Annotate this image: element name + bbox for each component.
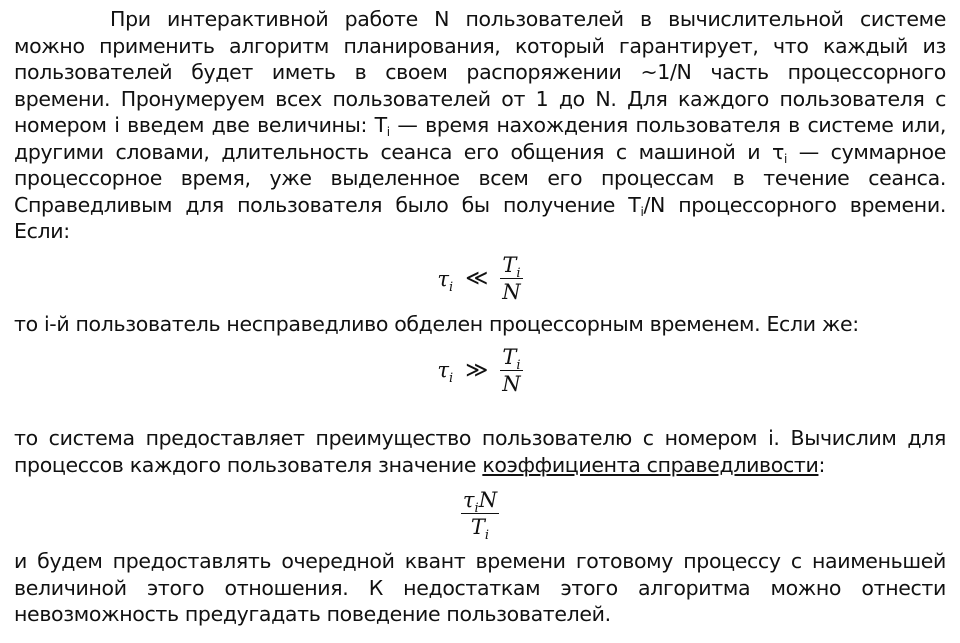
advantage-colon: : [818,452,826,477]
fraction-tau-n-over-t [461,487,499,543]
subscript-i: i [386,125,390,139]
paragraph-deprived: то i-й пользователь несправедливо обделен процессорным временем. Если же: [14,311,859,336]
tau-symbol: τ [437,358,450,382]
intro-text-1: При интерактивной работе N пользователей в вычислительной системе можно применить алгоритм планирования, который гарантирует, что каждый из пользователей будет иметь в своем распоряжении ~1/N часть процессорного времени. Пронумеруем всех пользователей от 1 до N. Для каждого пользователя с номером i введем две величины: T [14,7,946,137]
much-greater-operator: ≫ [465,357,489,383]
subscript-i: i [784,151,787,166]
tau-symbol: τ [437,266,450,291]
lhs-subscript: i [449,371,454,386]
fraction-denominator: N [502,280,521,304]
intro-text-3: — суммарное процессорное время, уже выделенное всем его процессам в течение сеанса. Справедливым для пользователя было бы получение T [14,139,946,217]
spacer [14,401,946,425]
subscript-i: i [640,204,644,219]
intro-text-4: /N процессорного времени. Если: [14,192,946,243]
numerator-subscript: i [516,357,521,373]
paragraph-conclusion: и будем предоставлять очередной квант времени готовому процессу с наименьшей величиной этого отношения. К недостаткам этого алгоритма можно отнести невозможность предугадать поведение пользователей. [14,549,946,626]
fraction-ti-over-n [500,252,522,305]
tau-symbol: τ [462,487,475,512]
t-symbol: T [502,344,517,369]
fairness-coefficient-link[interactable]: коэффициента справедливости [482,452,819,477]
paragraph-advantage [14,425,946,478]
formula-fairness-coefficient [14,478,946,548]
numerator-subscript: i [516,266,521,281]
fraction-ti-over-n [500,344,522,397]
formula-much-greater [14,339,946,401]
intro-text-2: — время нахождения пользователя в системе или, другими словами, длительность сеанса его общения с машиной и τ [14,113,946,164]
fraction-numerator [500,252,522,279]
fraction-numerator [461,487,499,514]
fraction-numerator [500,344,522,371]
denominator-subscript: i [484,527,490,543]
formula-lhs [437,358,454,386]
formula-lhs [437,266,454,295]
t-symbol: T [470,514,485,539]
fraction-denominator: N [502,371,521,396]
advantage-text: то система предоставляет преимущество пользователю с номером i. Вычислим для процессов каждого пользователя значение [14,426,946,477]
lhs-subscript: i [449,279,454,295]
fraction-denominator [469,514,491,543]
t-symbol: T [502,253,517,277]
paragraph-intro [14,6,946,245]
much-less-operator: ≪ [465,266,489,291]
numerator-subscript: i [474,500,479,516]
formula-much-less [14,247,946,311]
n-symbol: N [478,487,498,512]
